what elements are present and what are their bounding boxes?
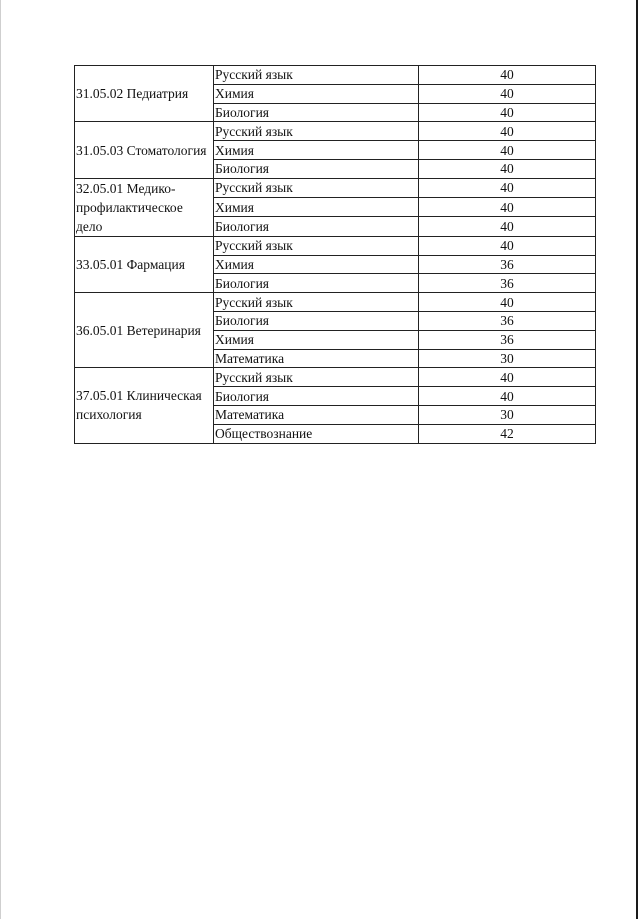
program-name-cell: 31.05.03 Стоматология: [75, 122, 214, 178]
minimum-scores-table: [74, 65, 596, 444]
subject-cell: Химия: [214, 330, 419, 349]
program-name-cell: 37.05.01 Клиническая психология: [75, 368, 214, 443]
score-cell: 40: [419, 293, 596, 312]
score-cell: 40: [419, 122, 596, 141]
score-cell: 40: [419, 387, 596, 406]
score-cell: 40: [419, 236, 596, 255]
score-cell: 40: [419, 198, 596, 217]
score-cell: 40: [419, 217, 596, 236]
score-cell: 30: [419, 405, 596, 424]
subject-cell: Биология: [214, 387, 419, 406]
score-cell: 40: [419, 84, 596, 103]
table-row: [75, 178, 596, 197]
score-cell: 36: [419, 330, 596, 349]
subject-cell: Русский язык: [214, 368, 419, 387]
subject-cell: Обществознание: [214, 424, 419, 443]
program-name-cell: 36.05.01 Ветеринария: [75, 293, 214, 368]
table-row: [75, 368, 596, 387]
subject-cell: Биология: [214, 311, 419, 330]
scan-edge-left: [0, 0, 1, 919]
table-row: [75, 122, 596, 141]
score-cell: 40: [419, 368, 596, 387]
subject-cell: Химия: [214, 255, 419, 274]
subject-cell: Химия: [214, 141, 419, 160]
subject-cell: Биология: [214, 103, 419, 122]
program-name-cell: 33.05.01 Фармация: [75, 236, 214, 292]
score-cell: 36: [419, 255, 596, 274]
score-cell: 40: [419, 159, 596, 178]
score-cell: 40: [419, 103, 596, 122]
score-cell: 40: [419, 66, 596, 85]
table-row: [75, 66, 596, 85]
score-cell: 36: [419, 311, 596, 330]
subject-cell: Биология: [214, 217, 419, 236]
subject-cell: Русский язык: [214, 236, 419, 255]
subject-cell: Химия: [214, 198, 419, 217]
subject-cell: Русский язык: [214, 293, 419, 312]
score-cell: 42: [419, 424, 596, 443]
subject-cell: Биология: [214, 159, 419, 178]
subject-cell: Математика: [214, 405, 419, 424]
table-row: [75, 293, 596, 312]
subject-cell: Русский язык: [214, 66, 419, 85]
subject-cell: Русский язык: [214, 178, 419, 197]
score-cell: 40: [419, 141, 596, 160]
subject-cell: Русский язык: [214, 122, 419, 141]
scan-edge-right: [636, 0, 638, 919]
program-name-cell: 32.05.01 Медико-профилактическое дело: [75, 178, 214, 236]
score-cell: 36: [419, 274, 596, 293]
subject-cell: Математика: [214, 349, 419, 368]
score-cell: 30: [419, 349, 596, 368]
table-row: [75, 236, 596, 255]
program-name-cell: 31.05.02 Педиатрия: [75, 66, 214, 122]
subject-cell: Химия: [214, 84, 419, 103]
subject-cell: Биология: [214, 274, 419, 293]
score-cell: 40: [419, 178, 596, 197]
